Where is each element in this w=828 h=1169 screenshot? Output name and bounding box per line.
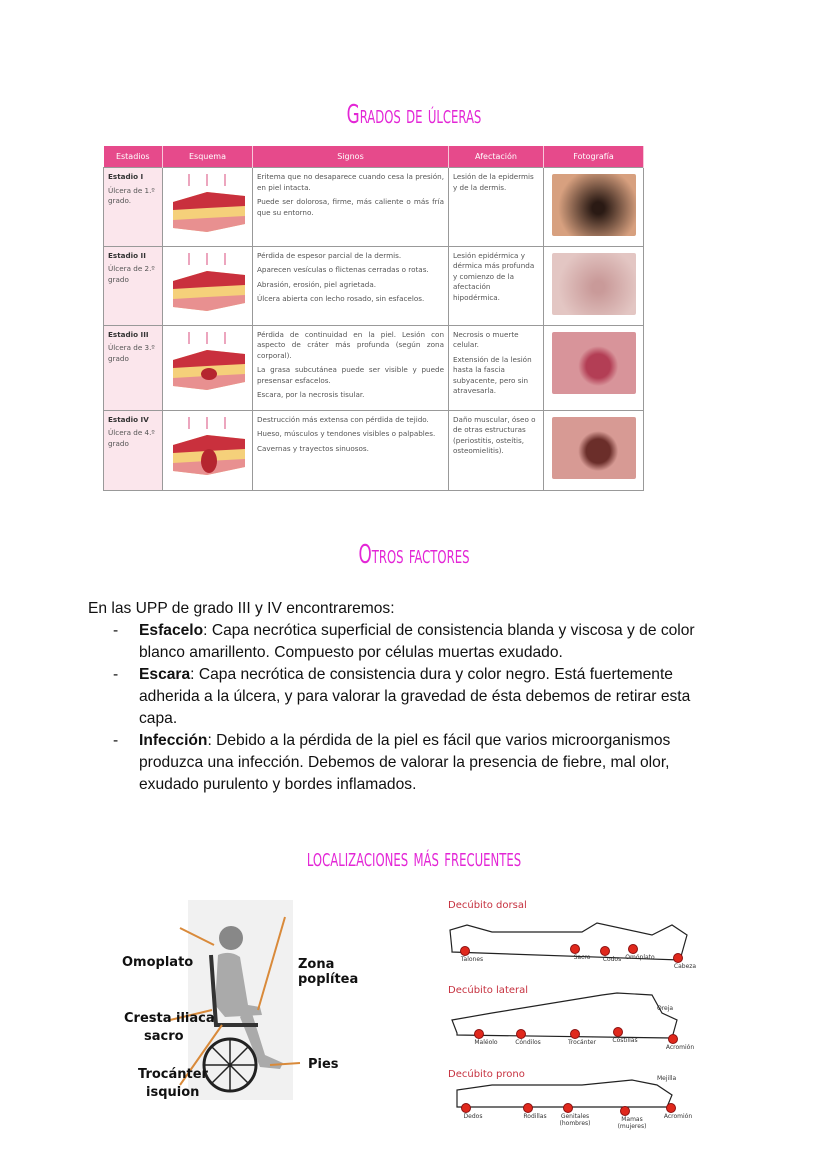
term: Escara [139, 666, 191, 683]
label-omoplato: Omoplato [122, 955, 194, 970]
pressure-point-label: Oreja [657, 1005, 674, 1012]
pressure-point-dot [570, 944, 580, 954]
sign-item: La grasa subcutánea puede ser visible y puede presensar esfacelos. [257, 365, 444, 385]
pressure-point-label: Costillas [612, 1037, 638, 1044]
signs-cell [253, 410, 449, 490]
pressure-point-label: Cóndilos [515, 1039, 541, 1046]
stage-name: Estadio II [108, 250, 146, 260]
stage-grade: Úlcera de 1.º grado. [108, 185, 155, 205]
label-isquion: isquion [146, 1085, 200, 1100]
photo-cell [544, 325, 644, 410]
pressure-point-label: Codos [602, 956, 622, 963]
label-cresta-iliaca: Cresta iliaca [124, 1011, 215, 1026]
lying-positions-figure [432, 895, 712, 1155]
stage-name: Estadio I [108, 172, 144, 181]
affect-item: Extensión de la lesión hasta la fascia subyacente, pero sin atravesarla. [453, 354, 532, 395]
col-header: Signos [253, 146, 449, 168]
photo-cell [544, 246, 644, 325]
stage-grade: Úlcera de 2.º grado [108, 264, 155, 284]
definition: : Debido a la pérdida de la piel es fácil que varios microorganismos produzca una infección. Debemos de valorar la presencia de fiebre, mal olor, exudado purulento y bordes inflamados. [139, 732, 671, 793]
table-row [104, 168, 644, 247]
sign-item: Pérdida de espesor parcial de la dermis. [257, 250, 402, 260]
ulcer-photo [552, 253, 636, 315]
stage-grade: Úlcera de 3.º grado [108, 343, 155, 363]
table-row [104, 325, 644, 410]
list-item [88, 730, 728, 796]
title-dorsal: Decúbito dorsal [448, 900, 527, 911]
pressure-point-dot [666, 1103, 676, 1113]
pressure-point-dot [563, 1103, 573, 1113]
definition: : Capa necrótica de consistencia dura y color negro. Está fuertemente adherida a la úlcera, y para valorar la gravedad de ésta debemos de retirar esta capa. [139, 666, 691, 727]
pressure-point-label: Omóplato [625, 954, 655, 961]
stage-grade: Úlcera de 4.º grado [108, 428, 155, 448]
stage-cell [104, 246, 163, 325]
label-zona-poplitea: Zona poplítea [298, 957, 359, 987]
table-row [104, 410, 644, 490]
scheme-cell [163, 246, 253, 325]
factor-list [88, 620, 728, 796]
skin-layers-diagram [167, 330, 247, 396]
col-header: Estadios [104, 146, 163, 168]
pressure-point-label: Mejilla [657, 1075, 677, 1082]
col-header: Fotografía [544, 146, 644, 168]
pressure-point-label: Rodillas [523, 1113, 547, 1120]
sign-item: Úlcera abierta con lecho rosado, sin esfacelos. [257, 294, 425, 303]
pressure-point-dot [516, 1029, 526, 1039]
list-item [88, 620, 728, 664]
sign-item: Escara, por la necrosis tisular. [257, 390, 365, 399]
label-sacro: sacro [144, 1029, 184, 1044]
affect-item: Lesión de la epidermis y de la dermis. [453, 172, 534, 192]
ulcer-photo [552, 332, 636, 394]
scheme-cell [163, 325, 253, 410]
title-lateral: Decúbito lateral [448, 985, 529, 996]
pressure-point-dot [474, 1029, 484, 1039]
pressure-point-label: Maléolo [474, 1039, 498, 1046]
skin-layers-diagram [167, 172, 247, 238]
affect-cell [449, 246, 544, 325]
heading-grados: Grados de úlceras [346, 100, 482, 130]
stage-cell [104, 325, 163, 410]
photo-cell [544, 410, 644, 490]
stage-name: Estadio III [108, 329, 149, 339]
pressure-point-label: Mamas (mujeres) [617, 1116, 647, 1130]
stage-name: Estadio IV [108, 414, 149, 424]
pressure-point-label: Sacro [573, 954, 591, 961]
title-prono: Decúbito prono [448, 1069, 525, 1080]
stage-cell [104, 168, 163, 247]
scheme-cell [163, 410, 253, 490]
affect-cell [449, 325, 544, 410]
table-row [104, 246, 644, 325]
label-trocanter: Trocánter [138, 1067, 208, 1082]
sign-item: Abrasión, erosión, piel agrietada. [257, 279, 377, 289]
affect-cell [449, 410, 544, 490]
affect-item: Necrosis o muerte celular. [453, 329, 519, 349]
pressure-point-label: Trocánter [567, 1039, 597, 1046]
col-header: Esquema [163, 146, 253, 168]
sign-item: Cavernas y trayectos sinuosos. [257, 443, 369, 453]
sign-item: Destrucción más extensa con pérdida de tejido. [257, 414, 429, 424]
pressure-point-dot [600, 946, 610, 956]
sign-item: Eritema que no desaparece cuando cesa la presión, en piel intacta. [257, 172, 444, 192]
photo-cell [544, 168, 644, 247]
scheme-cell [163, 168, 253, 247]
ulcer-photo [552, 417, 636, 479]
ulcer-grades-table [103, 146, 644, 491]
sign-item: Pérdida de continuidad en la piel. Lesión con aspecto de cráter más profunda (según zona corporal). [257, 329, 444, 360]
term: Infección [139, 732, 208, 749]
pressure-point-dot [461, 1103, 471, 1113]
pressure-point-dot [460, 946, 470, 956]
pressure-point-label: Cabeza [673, 963, 697, 970]
label-pies: Pies [308, 1057, 339, 1072]
pressure-point-dot [673, 953, 683, 963]
pressure-point-label: Acromión [665, 1044, 695, 1051]
affect-item: Daño muscular, óseo o de otras estructuras (periostitis, osteítis, osteomielitis). [453, 414, 536, 455]
sign-item: Hueso, músculos y tendones visibles o palpables. [257, 429, 436, 438]
affect-item: Lesión epidérmica y dérmica más profunda y comienzo de la afectación hipodérmica. [453, 250, 535, 302]
heading-localizaciones: localizaciones más frecuentes [306, 843, 522, 873]
signs-cell [253, 246, 449, 325]
affect-cell [449, 168, 544, 247]
pressure-point-label: Acromión [663, 1113, 693, 1120]
otros-factores-text [88, 598, 728, 796]
col-header: Afectación [449, 146, 544, 168]
list-item [88, 664, 728, 730]
skin-layers-diagram [167, 251, 247, 317]
heading-otros: Otros factores [358, 540, 470, 570]
sitting-figure [110, 895, 380, 1115]
skin-layers-diagram [167, 415, 247, 481]
sign-item: Aparecen vesículas o flictenas cerradas o rotas. [257, 265, 429, 274]
stage-cell [104, 410, 163, 490]
pressure-point-label: Talones [460, 956, 484, 963]
pressure-point-dot [668, 1034, 678, 1044]
pressure-point-label: Dedos [463, 1113, 483, 1120]
pressure-point-label: Genitales (hombres) [559, 1113, 591, 1127]
signs-cell [253, 168, 449, 247]
pressure-point-dot [628, 944, 638, 954]
signs-cell [253, 325, 449, 410]
pressure-point-dot [523, 1103, 533, 1113]
wheelchair-illustration [110, 895, 380, 1115]
definition: : Capa necrótica superficial de consistencia blanda y viscosa y de color blanco amarillento. Compuesto por células muertas exudado. [139, 622, 695, 661]
term: Esfacelo [139, 622, 204, 639]
pressure-point-dot [620, 1106, 630, 1116]
sign-item: Puede ser dolorosa, firme, más caliente o más fría que su entorno. [257, 197, 444, 217]
pressure-point-dot [613, 1027, 623, 1037]
ulcer-photo [552, 174, 636, 236]
intro-text: En las UPP de grado III y IV encontraremos: [88, 600, 395, 617]
pressure-point-dot [570, 1029, 580, 1039]
